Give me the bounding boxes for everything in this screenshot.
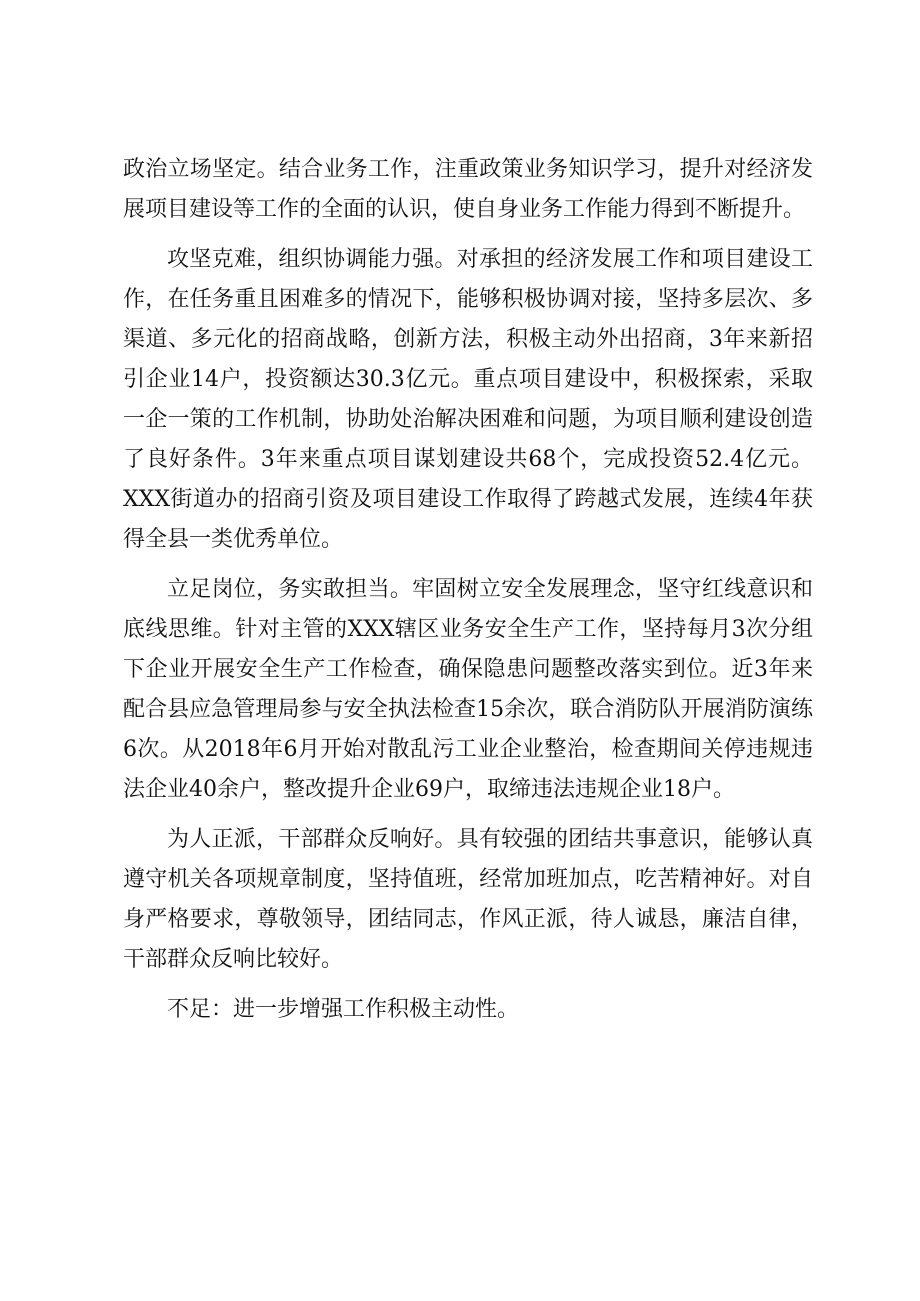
paragraph-shortcomings: 不足：进一步增强工作积极主动性。: [167, 997, 520, 1022]
paragraph-overcoming-difficulties: 攻坚克难，组织协调能力强。对承担的经济发展工作和项目建设工作，在任务重且困难多的情况下，能够积极协调对接，坚持多层次、多渠道、多元化的招商战略，创新方法，积极主动外出招商，3年来新招引企业14户，投资额达30.3亿元。重点项目建设中，积极探索，采取一企一策的工作机制，协助处治解决困难和问题，为项目顺利建设创造了良好条件。3年来重点项目谋划建设共68个，完成投资52.4亿元。XXX街道办的招商引资及项目建设工作取得了跨越式发展，连续4年获得全县一类优秀单位。: [123, 247, 813, 552]
paragraph-safety-production: 立足岗位，务实敢担当。牢固树立安全发展理念，坚守红线意识和底线思维。针对主管的XXX辖区业务安全生产工作，坚持每月3次分组下企业开展安全生产工作检查，确保隐患问题整改落实到位。近3年来配合县应急管理局参与安全执法检查15余次，联合消防队开展消防演练6次。从2018年6月开始对散乱污工业企业整治，检查期间关停违规违法企业40余户，整改提升企业69户，取缔违法违规企业18户。: [123, 577, 813, 802]
paragraph-conduct: 为人正派，干部群众反响好。具有较强的团结共事意识，能够认真遵守机关各项规章制度，坚持值班，经常加班加点，吃苦精神好。对自身严格要求，尊敬领导，团结同志，作风正派，待人诚恳，廉洁自律，干部群众反响比较好。: [123, 827, 813, 972]
paragraph-political-stance: 政治立场坚定。结合业务工作，注重政策业务知识学习，提升对经济发展项目建设等工作的全面的认识，使自身业务工作能力得到不断提升。: [123, 157, 813, 222]
document-body: [123, 150, 813, 1040]
